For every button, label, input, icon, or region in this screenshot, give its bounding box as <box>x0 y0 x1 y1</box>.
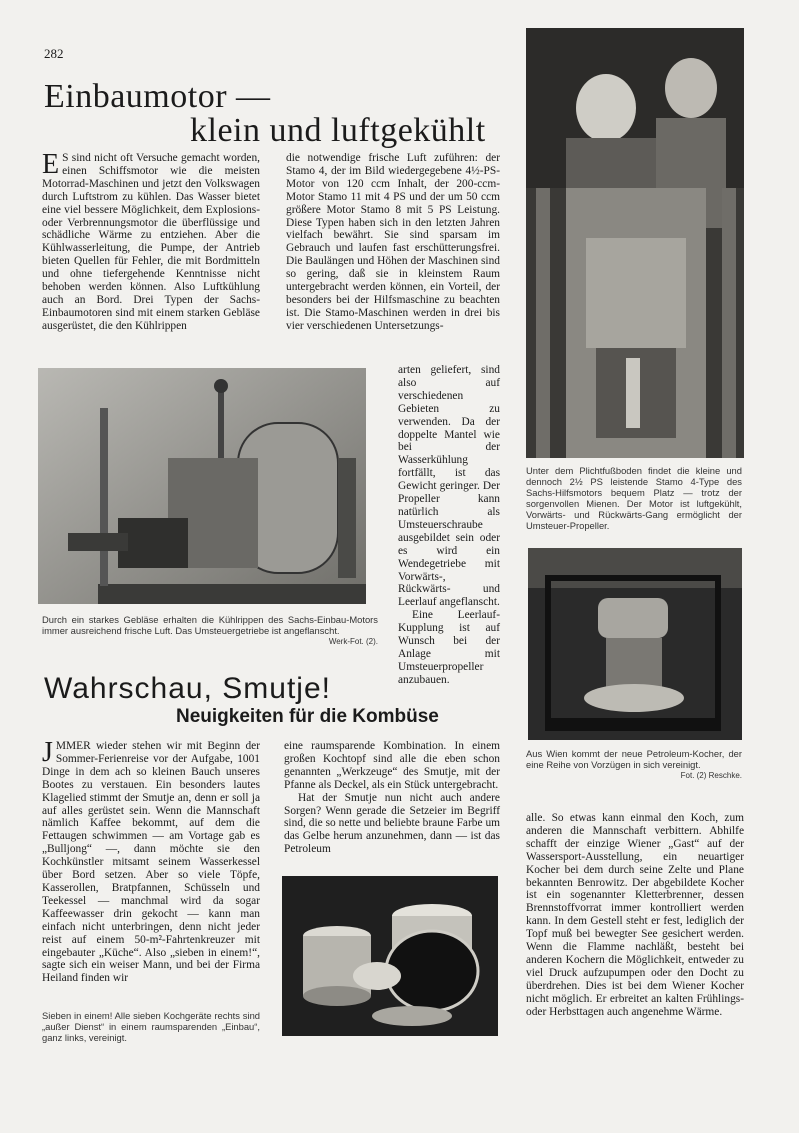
boat-caption: Unter dem Plichtfußboden findet die kleine und dennoch 2½ PS leistende Stamo 4-Type des Sachs-Hilfsmotors bequem Platz — trotz der sorgenvollen Mienen. Der Motor ist luftgekühlt, Vorwärts- und Rückwärts-Gang ermöglicht der Umsteuer-Propeller. <box>526 465 742 531</box>
article2-col3-text: alle. So etwas kann einmal den Koch, zum anderen die Mannschaft verbittern. Abhilfe schafft der einzige Wiener „Gast“ auf der Wassersport-Ausstellung, ein neuartiger Kocher bei dem durch seine Zelte und Plane bekannten Benrowitz. Der abgebildete Kocher ist ein sogenannter Kletterbrenner, dessen Brennstoffvorrat immer kontrolliert werden kann. In dem Gestell steht er fest, lediglich der Topf muß bei bewegter See gesichert werden. Wenn die Flamme nachläßt, besteht bei anderen Kochern die Möglichkeit, entweder zu viel Druck aufzupumpen oder den Docht zu überdrehen. Dies ist bei dem Wiener Kocher nicht möglich. Er erbreitet an kalten Frühlings- oder Herbsttagen auch angenehme Wärme. <box>526 812 744 1018</box>
article1-column2 <box>286 152 500 364</box>
engine-illustration <box>38 368 366 604</box>
article2-col1-text: MMER wieder stehen wir mit Beginn der Sommer-Ferienreise vor der Aufgabe, 1001 Dinge in dem ach so kleinen Bauch unseres Bootes zu verstauen. Ein besonders lautes Klagelied stimmt der Smutje an, denn er soll ja auf alles gerüstet sein. Wenn die Mannschaft nämlich Kaffee bekommt, auf dem die Fettaugen schwimmen — am Vortage gab es „Bulljong“ —, dann möchte sie den Kochkünstler mitsamt seinem Wasserkessel über Bord setzen. Aber so viele Töpfe, Kasserollen, Bratpfannen, Schüsseln und Teekessel — manchmal wird da sogar Kaffeewasser drin gekocht — kann man einfach nicht unterbringen, denn nicht jeder reist auf einem 50-m²-Fahrtenkreuzer mit eingebauter „Küche“. Also „sieben in einem!“, sagte sich ein weiser Mann, und bei der Firma Heiland finden wir <box>42 740 260 985</box>
engine-credit: Werk-Fot. (2). <box>328 637 378 646</box>
article2-col2-para1: eine raumsparende Kombination. In einem großen Kochtopf sind alle die eben schon genannten „Werkzeuge“ des Smutje, mit der Pfanne als Deckel, als ein Stück untergebracht. <box>284 740 500 791</box>
stove-photo <box>528 548 742 740</box>
boat-illustration <box>526 28 744 458</box>
article2-column1 <box>42 737 260 1004</box>
article2-column3 <box>526 812 744 1052</box>
article1-title-line2: klein und luftgekühlt <box>190 112 486 149</box>
article1-column1 <box>42 149 260 362</box>
article1-dropcap: E <box>42 149 60 180</box>
pots-caption: Sieben in einem! Alle sieben Kochgeräte rechts sind „außer Dienst“ in einem raumsparenden „Einbau“, ganz links, vereinigt. <box>42 1010 260 1043</box>
article1-title-line1: Einbaumotor — <box>44 78 271 115</box>
article2-dropcap: J <box>42 737 53 768</box>
article2-subtitle: Neuigkeiten für die Kombüse <box>176 706 439 727</box>
article1-col2-narrow-text: arten geliefert, sind also auf verschiedenen Gebieten zu verwenden. Da der doppelte Mantel wie bei der Wasserkühlung fortfällt, ist das Gewicht geringer. Der Propeller kann natürlich als Umsteuerschraube ausgebildet sein oder es wird ein Wendegetriebe mit Vorwärts-, Rückwärts- und Leerlauf angeflanscht. <box>398 364 500 609</box>
boat-photo <box>526 28 744 458</box>
stove-credit: Fot. (2) Reschke. <box>680 771 742 780</box>
page-number: 282 <box>44 46 64 61</box>
stove-caption-block <box>526 748 742 781</box>
engine-photo <box>38 368 366 604</box>
article2-column2 <box>284 740 500 866</box>
engine-caption-block <box>42 614 378 647</box>
stove-illustration <box>528 548 742 740</box>
engine-caption: Durch ein starkes Gebläse erhalten die Kühlrippen des Sachs-Einbau-Motors immer ausreichend frische Luft. Das Umsteuergetriebe ist angeflanscht. <box>42 614 378 636</box>
pots-illustration <box>282 876 498 1036</box>
article1-column2-narrow <box>398 364 500 686</box>
article1-col1-text: S sind nicht oft Versuche gemacht worden, einen Schiffsmotor wie die meisten Motorrad-Maschinen und jetzt den Volkswagen durch Luftstrom zu kühlen. Das Wasser bietet eine viel bessere Möglichkeit, dem Explosions- oder Verbrennungsmotor die überflüssige und schädliche Wärme zu entziehen. Aber die Kühlwasserleitung, die Pumpe, der Antrieb bieten Quellen für Fehler, die mit Bordmitteln und ohne tiefergehende Kenntnisse nicht behoben werden können. Also Luftkühlung auch an Bord. Drei Typen der Sachs-Einbaumotoren sind mit einem starken Gebläse ausgerüstet, die den Kühlrippen <box>42 152 260 332</box>
article1-col2-text: die notwendige frische Luft zuführen: der Stamo 4, der im Bild wiedergegebene 4½-PS-Motor von 120 ccm Inhalt, der 200-ccm-Motor Stamo 11 mit 4 PS und der um 50 ccm größere Motor Stamo 8 mit 5 PS Leistung. Diese Typen haben sich in den letzten Jahren vielfach bewährt. Sie sind sparsam im Gebrauch und laufen fast erschütterungsfrei. Die Baulängen und Höhen der Maschinen sind so gering, daß sie in kleinstem Raum untergebracht werden können, ein Vorteil, der besonders bei der Hilfsmaschine zu beachten ist. Die Stamo-Maschinen werden in drei bis vier verschiedenen Untersetzungs- <box>286 152 500 332</box>
article1-col2-narrow-para2: Eine Leerlauf-Kupplung ist auf Wunsch bei der Anlage mit Umsteuerpropeller anzubauen. <box>398 609 500 686</box>
article2-title: Wahrschau, Smutje! <box>44 672 331 705</box>
pots-photo <box>282 876 498 1036</box>
stove-caption: Aus Wien kommt der neue Petroleum-Kocher, der eine Reihe von Vorzügen in sich vereinigt. <box>526 748 742 770</box>
article2-col2-para2: Hat der Smutje nun nicht auch andere Sorgen? Wenn gerade die Setzeier im Begriff sind, die so nette und beliebte braune Farbe um das Gelbe herum anzunehmen, dann — ist das Petroleum <box>284 791 500 856</box>
